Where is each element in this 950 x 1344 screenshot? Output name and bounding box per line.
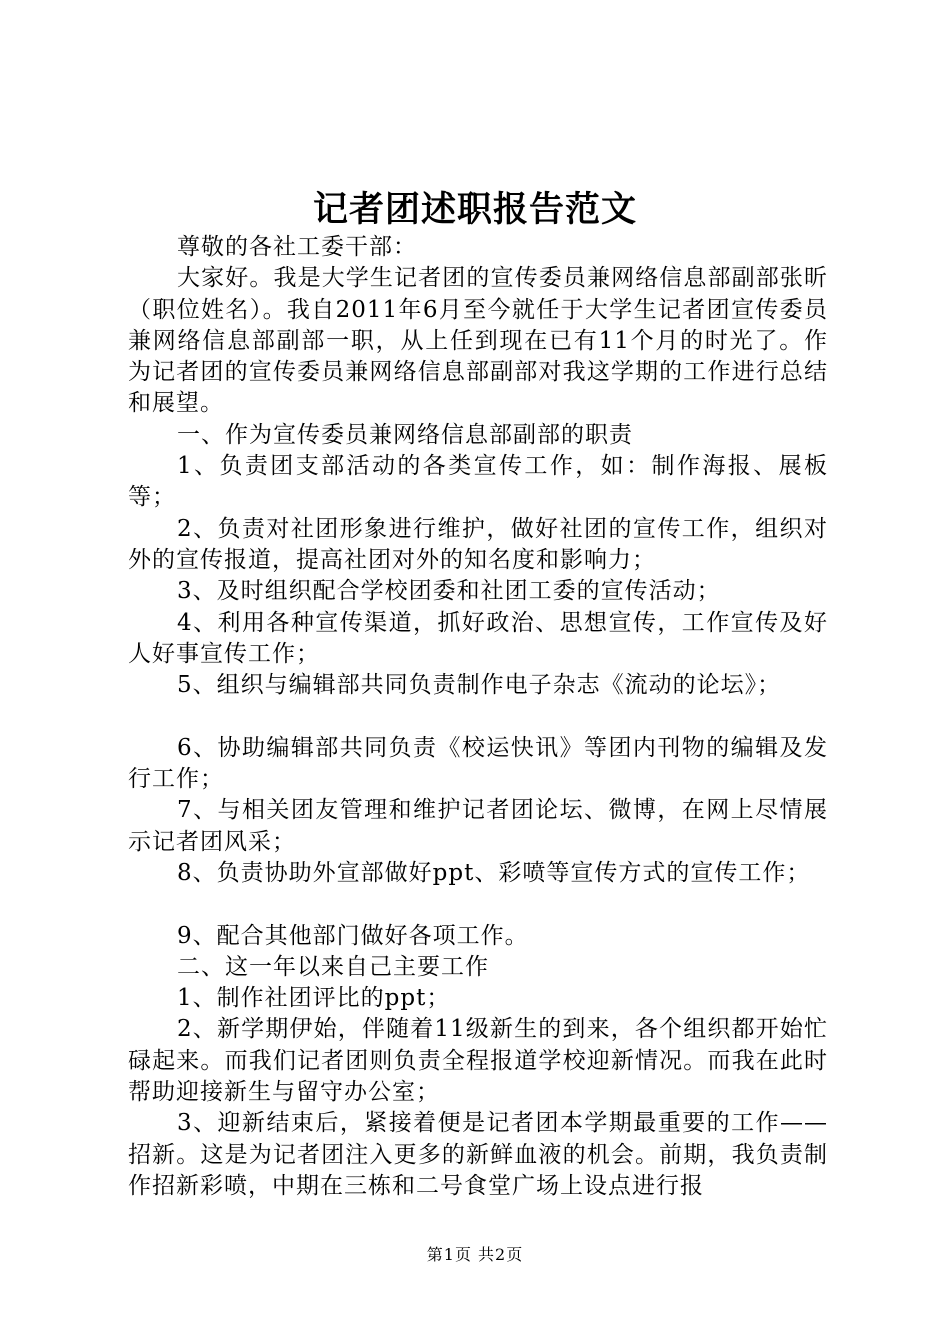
page-footer: 第1页 共2页 bbox=[426, 1245, 524, 1264]
document-title: 记者团述职报告范文 bbox=[312, 189, 637, 230]
duty-item-4: 4、利用各种宣传渠道，抓好政治、思想宣传，工作宣传及好人好事宣传工作； bbox=[128, 609, 828, 667]
duty-item-3: 3、及时组织配合学校团委和社团工委的宣传活动； bbox=[177, 578, 721, 605]
duty-item-1: 1、负责团支部活动的各类宣传工作，如：制作海报、展板等； bbox=[128, 453, 828, 511]
duty-item-8: 8、负责协助外宣部做好ppt、彩喷等宣传方式的宣传工作； bbox=[177, 859, 811, 886]
duty-item-5: 5、组织与编辑部共同负责制作电子杂志《流动的论坛》； bbox=[177, 672, 782, 699]
intro-paragraph: 大家好。我是大学生记者团的宣传委员兼网络信息部副部张昕（职位姓名）。我自2011年6月至今就任于大学生记者团宣传委员兼网络信息部副部一职，从上任到现在已有11个月的时光了。作为记者团的宣传委员兼网络信息部副部对我这学期的工作进行总结和展望。 bbox=[128, 265, 828, 417]
work-item-3: 3、迎新结束后，紧接着便是记者团本学期最重要的工作——招新。这是为记者团注入更多的新鲜血液的机会。前期，我负责制作招新彩喷，中期在三栋和二号食堂广场上设点进行报 bbox=[128, 1110, 828, 1199]
work-item-2: 2、新学期伊始，伴随着11级新生的到来，各个组织都开始忙碌起来。而我们记者团则负责全程报道学校迎新情况。而我在此时帮助迎接新生与留守办公室； bbox=[128, 1016, 828, 1106]
document-body bbox=[128, 232, 828, 1202]
duty-item-9: 9、配合其他部门做好各项工作。 bbox=[177, 922, 529, 949]
duty-item-7: 7、与相关团友管理和维护记者团论坛、微博，在网上尽情展示记者团风采； bbox=[128, 797, 828, 855]
work-item-1: 1、制作社团评比的ppt； bbox=[177, 985, 451, 1012]
section-heading-work: 二、这一年以来自己主要工作 bbox=[177, 953, 489, 980]
duty-item-6: 6、协助编辑部共同负责《校运快讯》等团内刊物的编辑及发行工作； bbox=[128, 734, 828, 793]
duty-item-2: 2、负责对社团形象进行维护，做好社团的宣传工作，组织对外的宣传报道，提高社团对外的知名度和影响力； bbox=[128, 515, 828, 573]
section-heading-duties: 一、作为宣传委员兼网络信息部副部的职责 bbox=[177, 421, 633, 448]
salutation: 尊敬的各社工委干部： bbox=[177, 234, 417, 260]
